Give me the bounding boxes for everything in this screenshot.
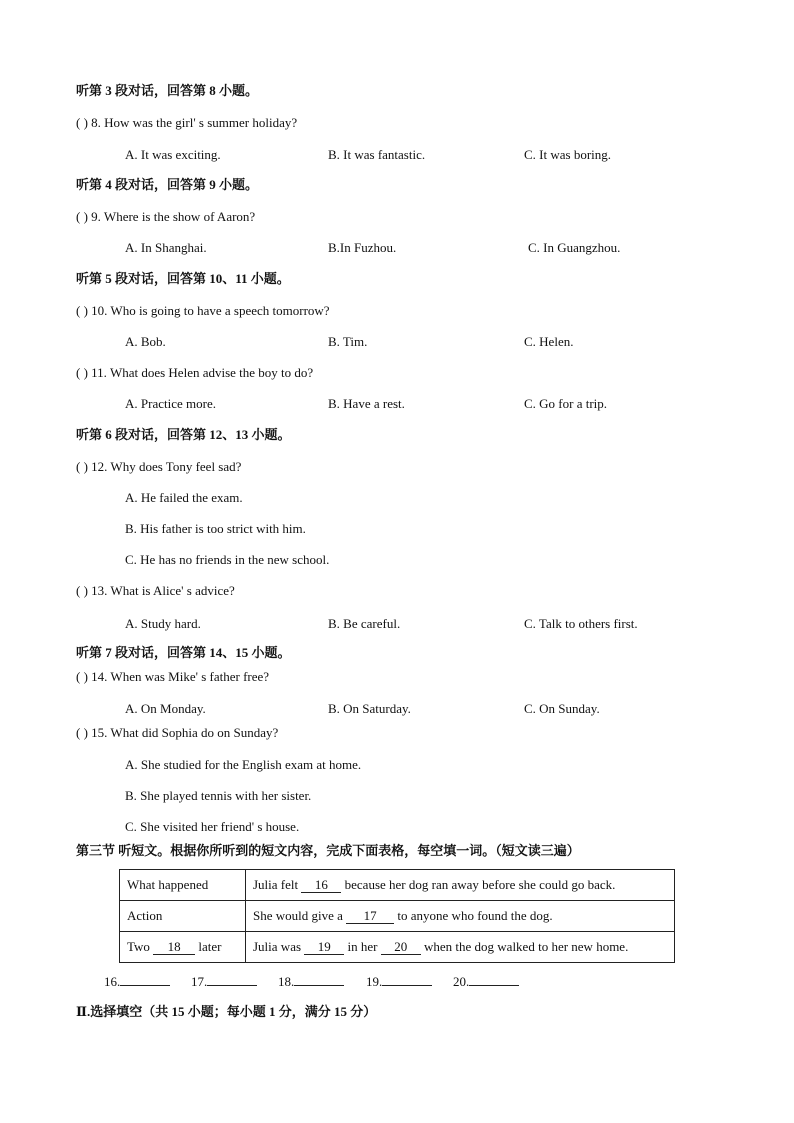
table-row [120,932,675,963]
q11-option-c: C. Go for a trip. [524,396,608,411]
table-row [120,870,675,901]
row-text: Two [127,939,154,954]
answer-number: 17. [191,974,208,989]
row-text: Julia was [253,939,305,954]
answer-blank [469,973,519,986]
row-label: What happened [120,870,246,901]
answer-line-20 [453,973,519,990]
row-text: in her [344,939,381,954]
q11-option-b: B. Have a rest. [328,396,405,411]
blank-18: 18 [153,940,195,955]
blank-19: 19 [304,940,344,955]
section-heading: 听第 5 段对话，回答第 10、11 小题。 [76,271,290,286]
row-label [120,932,246,963]
q9-option-b: B.In Fuzhou. [328,240,397,255]
answer-line-16 [104,973,170,990]
answer-number: 20. [453,974,470,989]
row-text: because her dog ran away before she could go back. [341,877,616,892]
q15-option-b: B. She played tennis with her sister. [125,788,312,803]
q12-option-c: C. He has no friends in the new school. [125,552,330,567]
answer-blank [120,973,170,986]
q13-option-a: A. Study hard. [125,616,201,631]
q8-option-b: B. It was fantastic. [328,147,426,162]
row-text: She would give a [253,908,347,923]
answer-number: 16. [104,974,121,989]
answer-blank [294,973,344,986]
answer-line-18 [278,973,344,990]
q9-option-c: C. In Guangzhou. [528,240,621,255]
section-heading: 听第 7 段对话，回答第 14、15 小题。 [76,645,291,660]
answer-number: 18. [278,974,295,989]
answer-line-17 [191,973,257,990]
q8-option-c: C. It was boring. [524,147,612,162]
row-content [246,932,675,963]
q14-option-b: B. On Saturday. [328,701,411,716]
row-text: Julia felt [253,877,302,892]
question-12-stem: ( ) 12. Why does Tony feel sad? [76,459,242,474]
question-10-stem: ( ) 10. Who is going to have a speech tomorrow? [76,303,330,318]
q14-option-c: C. On Sunday. [524,701,600,716]
row-text: to anyone who found the dog. [394,908,553,923]
answer-number: 19. [366,974,383,989]
question-9-stem: ( ) 9. Where is the show of Aaron? [76,209,256,224]
q15-option-c: C. She visited her friend' s house. [125,819,300,834]
question-15-stem: ( ) 15. What did Sophia do on Sunday? [76,725,279,740]
answer-line-19 [366,973,432,990]
q9-option-a: A. In Shanghai. [125,240,207,255]
blank-16: 16 [301,878,341,893]
q12-option-a: A. He failed the exam. [125,490,243,505]
row-text: when the dog walked to her new home. [420,939,629,954]
question-11-stem: ( ) 11. What does Helen advise the boy to do? [76,365,314,380]
answer-blank [382,973,432,986]
blank-17: 17 [346,909,394,924]
section-heading: 听第 4 段对话，回答第 9 小题。 [76,177,259,192]
q10-option-c: C. Helen. [524,334,574,349]
answer-blank [207,973,257,986]
blank-20: 20 [381,940,421,955]
part2-heading: Ⅱ.选择填空（共 15 小题；每小题 1 分，满分 15 分） [76,1004,377,1019]
row-label: Action [120,901,246,932]
row-text: later [195,939,222,954]
q10-option-b: B. Tim. [328,334,368,349]
question-8-stem: ( ) 8. How was the girl' s summer holiday? [76,115,298,130]
section-heading: 听第 3 段对话，回答第 8 小题。 [76,83,259,98]
q10-option-a: A. Bob. [125,334,166,349]
q11-option-a: A. Practice more. [125,396,216,411]
answer-table [119,869,675,963]
table-row [120,901,675,932]
question-13-stem: ( ) 13. What is Alice' s advice? [76,583,235,598]
q12-option-b: B. His father is too strict with him. [125,521,306,536]
q8-option-a: A. It was exciting. [125,147,221,162]
row-content [246,901,675,932]
part3-heading: 第三节 听短文。根据你所听到的短文内容，完成下面表格，每空填一词。（短文读三遍） [76,843,580,858]
q13-option-c: C. Talk to others first. [524,616,638,631]
q14-option-a: A. On Monday. [125,701,206,716]
section-heading: 听第 6 段对话，回答第 12、13 小题。 [76,427,291,442]
question-14-stem: ( ) 14. When was Mike' s father free? [76,669,270,684]
q13-option-b: B. Be careful. [328,616,401,631]
row-content [246,870,675,901]
q15-option-a: A. She studied for the English exam at home. [125,757,362,772]
